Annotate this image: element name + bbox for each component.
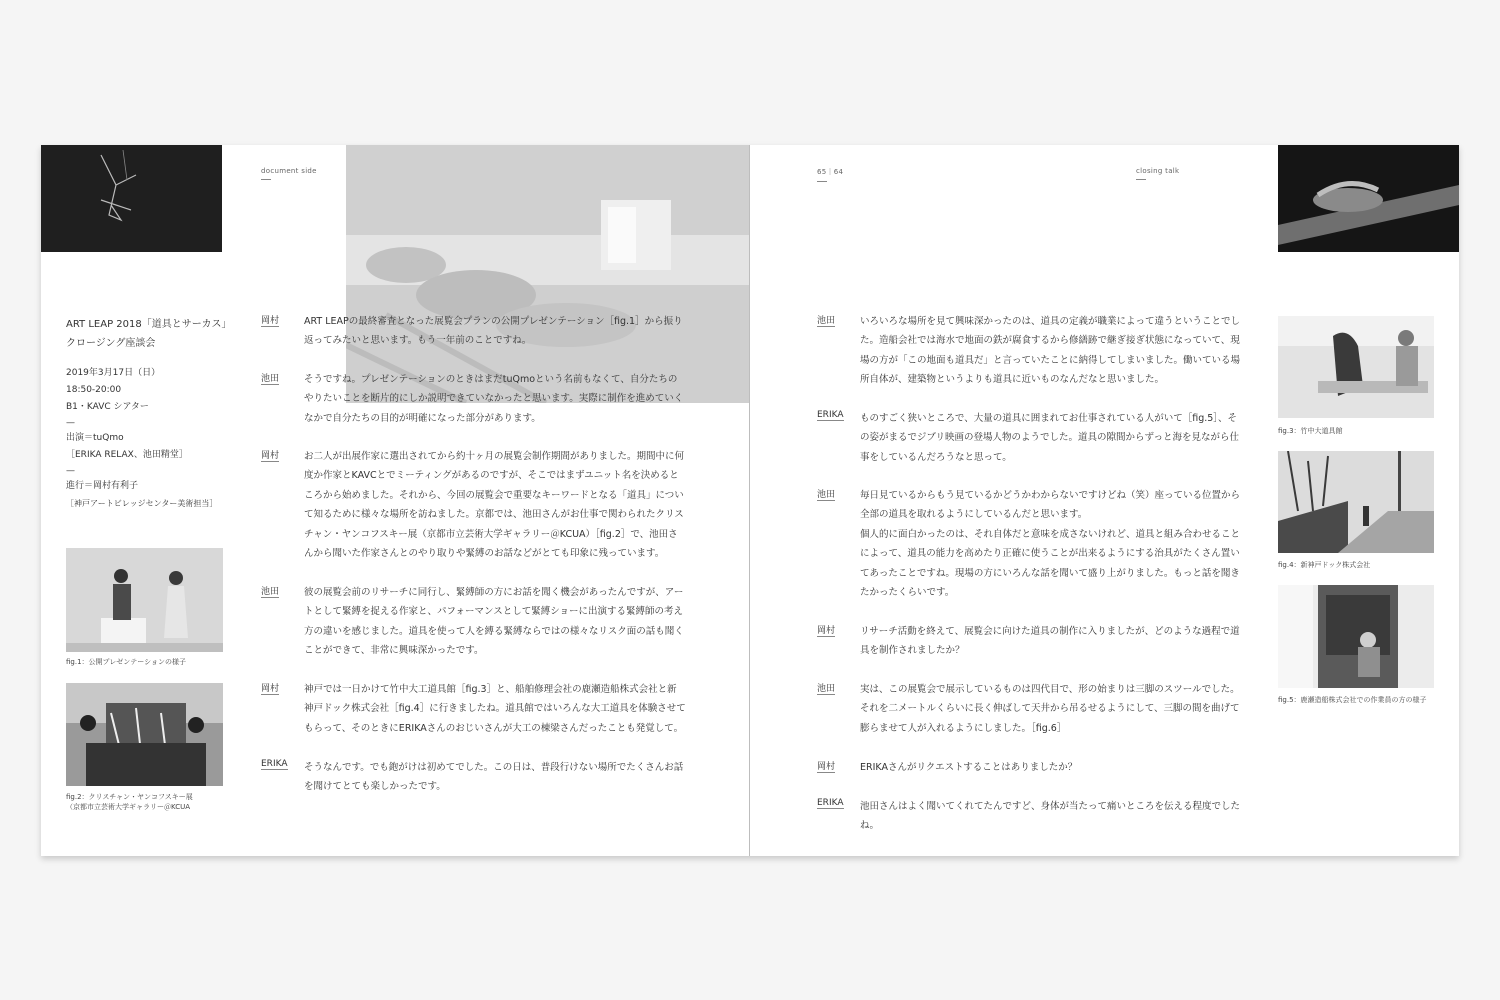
dialogue-text: ERIKAさんがリクエストすることはありましたか？ <box>860 762 1078 773</box>
divider: — <box>66 418 75 428</box>
top-left-photo <box>41 145 222 252</box>
speaker-name: 岡村 <box>817 626 836 636</box>
speaker-name: 岡村 <box>817 762 836 772</box>
fig5-photo <box>1278 585 1434 688</box>
event-cast: 出演＝tuQmo <box>66 433 124 443</box>
dialogue-text: 池田さんはよく聞いてくれてたんですど、身体が当たって痛いところを伝える程度でしたね。 <box>860 801 1241 832</box>
dialogue-text: お二人が出展作家に選出されてから約十ヶ月の展覧会制作期間がありました。期間中に何度か作家とKAVCとでミーティングがあるのですが、そこではまずユニット名を決めるところから始めました。それから、今回の展覧会で重要なキーワードとなる「道具」について知るために様々な場所を訪ねました。京都では、池田さんがお仕事で関わられたクリスチャン・ヤンコフスキー展（京都市立芸術大学ギャラリー＠KCUA）［fig.2］で、池田さんから聞いた作家さんとのやり取りや緊縛のお話などがとても印象に残っています。 <box>304 451 685 560</box>
dialogue-text: 彼の展覧会前のリサーチに同行し、緊縛師の方にお話を聞く機会があったんですが、アートとして緊縛を捉える作家と、パフォーマンスとして緊縛ショーに出演する緊縛師の考え方の違いを感じました。道具を使って人を縛る緊縛ならではの様々なリスク面の話も聞くことができて、非常に興味深かったです。 <box>304 587 684 657</box>
speaker-name: 池田 <box>817 316 836 326</box>
dialogue-text: いろいろな場所を見て興味深かったのは、道具の定義が職業によって違うということでした。造船会社では海水で地面の鉄が腐食するから修繕跡で継ぎ接ぎ状態になっていて、現場の方が「この地面も道具だ」と言っていたことに納得してしまいました。働いている場所自体が、建築物というよりも道具に近いものなんだなと思いました。 <box>860 316 1241 386</box>
page-gutter <box>749 145 750 856</box>
dialogue-text: リサーチ活動を終えて、展覧会に向けた道具の制作に入りましたが、どのような過程で道具を制作されましたか？ <box>860 626 1240 657</box>
background-stage-photo <box>346 145 750 403</box>
speaker-name: 池田 <box>261 374 280 384</box>
speaker-name: 岡村 <box>261 684 280 694</box>
top-right-photo <box>1278 145 1459 252</box>
event-cast-members: ［ERIKA RELAX、池田精堂］ <box>66 450 188 460</box>
folio: 65｜64 <box>817 167 843 182</box>
speaker-name: ERIKA <box>817 798 844 808</box>
event-host: 進行＝岡村有利子 <box>66 481 139 491</box>
event-time: 18:50-20:00 <box>66 385 122 395</box>
speaker-name: 岡村 <box>261 316 280 326</box>
fig3-photo <box>1278 316 1434 418</box>
dialogue-text: 実は、この展覧会で展示しているものは四代目で、形の始まりは三脚のスツールでした。それを二メートルくらいに長く伸ばして天井から吊るせるようにして、三脚の間を曲げて膨らませて人が入れるようにしました。［fig.6］ <box>860 684 1240 734</box>
speaker-name: 池田 <box>261 587 280 597</box>
dialogue-text: そうですね。プレゼンテーションのときはまだtuQmoという名前もなくて、自分たちのやりたいことを断片的にしか説明できていなかったと思います。実際に制作を進めていくなかで自分たちの目的が明確になった部分があります。 <box>304 374 684 424</box>
dialogue-turn <box>817 680 1240 738</box>
dialogue-turn <box>817 758 1240 777</box>
fig5-caption: fig.5：鹿瀬造船株式会社での作業員の方の様子 <box>1278 696 1427 704</box>
dialogue-text: 神戸では一日かけて竹中大工道具館［fig.3］と、船舶修理会社の鹿瀬造船株式会社と新神戸ドック株式会社［fig.4］に行きましたね。道具館ではいろんな大工道具を体験させてもらって、そのときにERIKAさんのおじいさんが大工の棟梁さんだったことも発覚して。 <box>304 684 686 734</box>
speaker-name: 池田 <box>817 684 836 694</box>
dialogue-text: そうなんです。でも鉋がけは初めてでした。この日は、普段行けない場所でたくさんお話を聞けてとても楽しかったです。 <box>304 762 684 793</box>
dialogue-turn <box>261 312 686 351</box>
dialogue-turn <box>261 680 686 738</box>
speaker-name: ERIKA <box>261 759 288 769</box>
divider: — <box>66 466 75 476</box>
fig3-caption: fig.3：竹中大道具館 <box>1278 427 1343 435</box>
dialogue-turn <box>817 622 1240 661</box>
dialogue-turn <box>817 409 1240 467</box>
event-host-affiliation: ［神戸アートビレッジセンター美術担当］ <box>66 499 218 508</box>
fig4-caption: fig.4：新神戸ドック株式会社 <box>1278 561 1371 569</box>
dialogue-turn <box>261 583 686 661</box>
running-head-right: closing talk <box>1136 167 1179 180</box>
running-head-left: document side <box>261 167 317 180</box>
dialogue-turn <box>261 758 686 797</box>
magazine-spread <box>41 145 1459 856</box>
dialogue-text: ART LEAPの最終審査となった展覧会プランの公開プレゼンテーション［fig.1］から振り返ってみたいと思います。もう一年前のことですね。 <box>304 316 683 347</box>
dialogue-text: 個人的に面白かったのは、それ自体だと意味を成さないけれど、道具と組み合わせることによって、道具の能力を高めたり正確に使うことが出来るようにする治具がたくさん置いてあったことですね。現場の方にいろんな話を聞いて盛り上がりました。もっと話を聞きたかったくらいです。 <box>860 528 1241 599</box>
speaker-name: 岡村 <box>261 451 280 461</box>
fig2-photo <box>66 683 223 786</box>
fig2-caption: fig.2：クリスチャン・ヤンコフスキー展 （京都市立芸術大学ギャラリー＠KCUA <box>66 793 193 811</box>
dialogue-turn <box>817 312 1240 390</box>
speaker-name: ERIKA <box>817 410 844 420</box>
event-info <box>66 315 236 512</box>
fig4-photo <box>1278 451 1434 553</box>
dialogue-text: ものすごく狭いところで、大量の道具に囲まれてお仕事されている人がいて［fig.5］、その姿がまるでジブリ映画の登場人物のようでした。道具の隙間からずっと海を見ながら仕事をしているんだろうなと思って。 <box>860 413 1239 463</box>
dialogue-turn <box>261 370 686 428</box>
fig1-photo <box>66 548 223 652</box>
dialogue-turn <box>817 797 1240 836</box>
dialogue-turn <box>261 447 686 563</box>
event-date: 2019年3月17日（日） <box>66 368 161 378</box>
dialogue-text: 毎日見ているからもう見ているかどうかわからないですけどね（笑）座っている位置から全部の道具を取れるようにしているんだと思います。 <box>860 490 1241 521</box>
speaker-name: 池田 <box>817 490 836 500</box>
fig1-caption: fig.1：公開プレゼンテーションの様子 <box>66 658 186 666</box>
event-title: ART LEAP 2018「道具とサーカス」 クロージング座談会 <box>66 319 232 349</box>
dialogue-turn <box>817 486 1240 602</box>
event-venue: B1・KAVC シアター <box>66 402 149 412</box>
